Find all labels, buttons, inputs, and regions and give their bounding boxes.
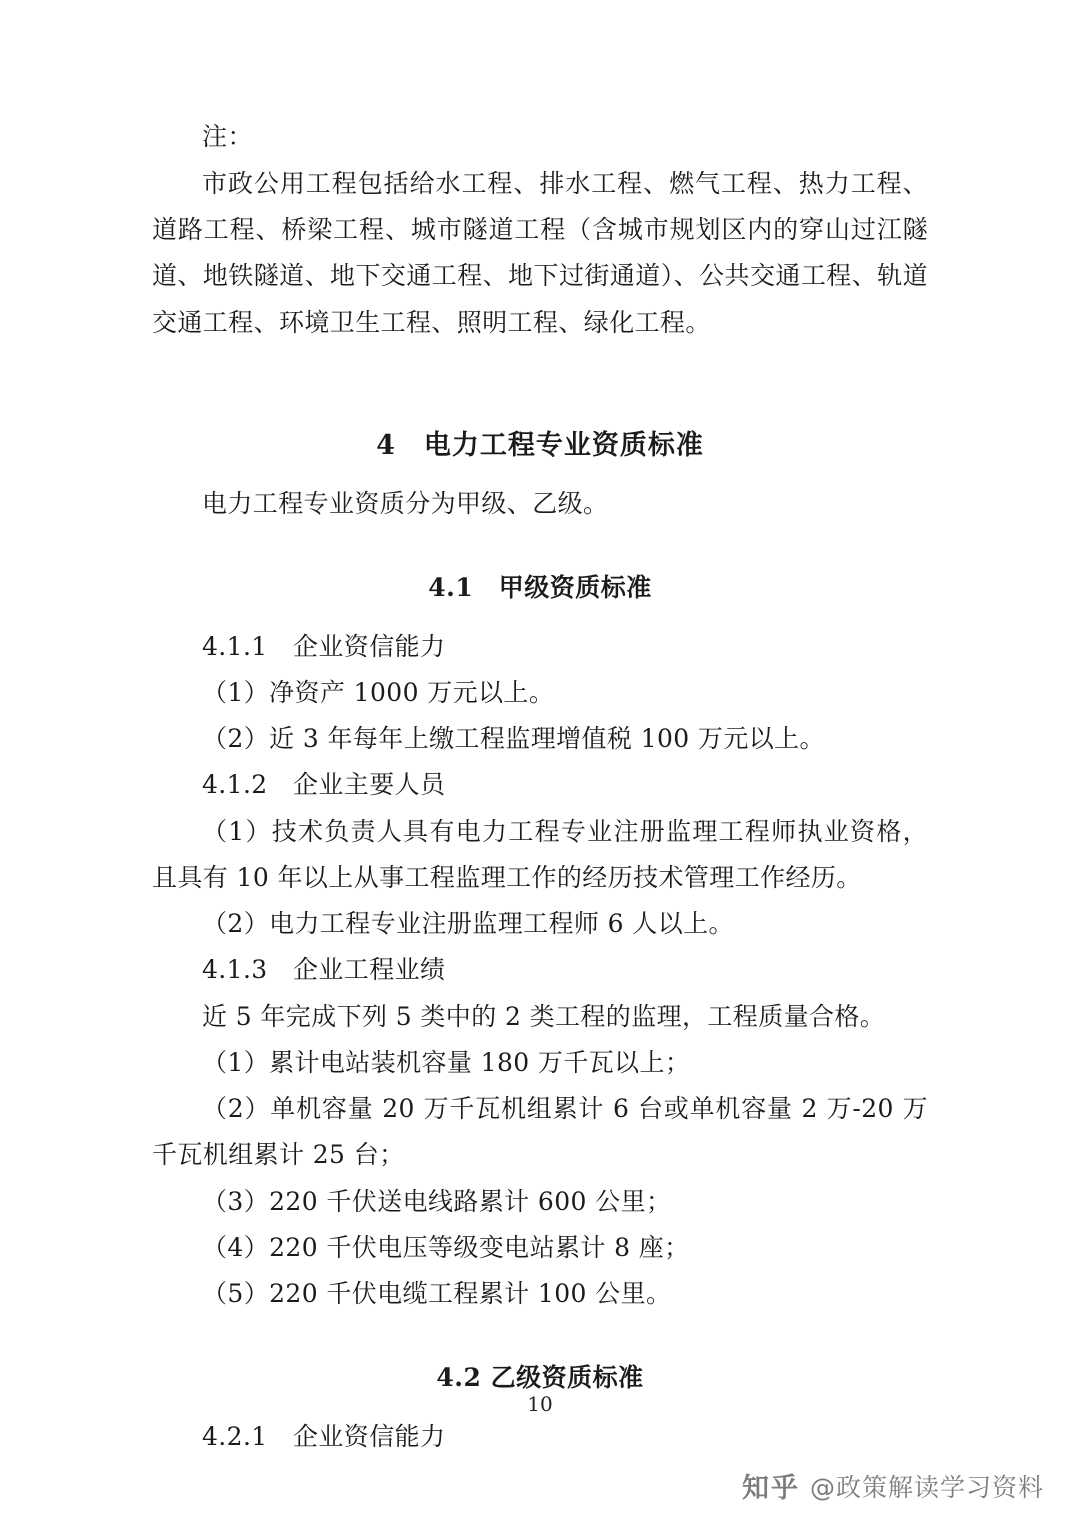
item-4-1-2-heading: 4.1.2 企业主要人员 xyxy=(202,770,446,800)
section-4-2-heading: 4.2 乙级资质标准 xyxy=(436,1363,644,1393)
item-4-1-1-list-1: （2）近 3 年每年上缴工程监理增值税 100 万元以上。 xyxy=(202,724,825,754)
subsection-spacer-2 xyxy=(152,1317,928,1357)
item-4-1-3-list-0: （1）累计电站装机容量 180 万千瓦以上； xyxy=(202,1047,691,1077)
item-4-1-3-list-1: （2）单机容量 20 万千瓦机组累计 6 台或单机容量 2 万-20 万千瓦机组累计 25 台； xyxy=(152,1094,928,1170)
section-4-heading: 4 电力工程专业资质标准 xyxy=(376,429,704,461)
watermark xyxy=(742,1466,1044,1505)
item-4-2-1-heading: 4.2.1 企业资信能力 xyxy=(202,1421,446,1451)
page-number: 10 xyxy=(527,1392,553,1416)
item-4-1-1-list-0: （1）净资产 1000 万元以上。 xyxy=(202,677,555,707)
section-spacer xyxy=(152,346,928,424)
item-4-1-2-list-1: （2）电力工程专业注册监理工程师 6 人以上。 xyxy=(202,909,734,939)
watermark-text: @政策解读学习资料 xyxy=(809,1472,1044,1502)
item-4-1-3-list-4: （5）220 千伏电缆工程累计 100 公里。 xyxy=(202,1279,672,1309)
section-4-1-heading: 4.1 甲级资质标准 xyxy=(428,573,652,603)
note-label: 注： xyxy=(202,122,254,151)
item-4-1-3-list-2: （3）220 千伏送电线路累计 600 公里； xyxy=(202,1186,672,1216)
item-4-1-1-heading: 4.1.1 企业资信能力 xyxy=(202,631,446,661)
note-body-paragraph: 市政公用工程包括给水工程、排水工程、燃气工程、热力工程、道路工程、桥梁工程、城市隧道工程（含城市规划区内的穿山过江隧道、地铁隧道、地下交通工程、地下过街通道）、公共交通工程、轨道交通工程、环境卫生工程、照明工程、绿化工程。 xyxy=(152,168,928,337)
item-4-1-3-list-3: （4）220 千伏电压等级变电站累计 8 座； xyxy=(202,1232,690,1262)
item-4-1-3-heading: 4.1.3 企业工程业绩 xyxy=(202,955,446,985)
zhihu-logo: 知乎 xyxy=(741,1473,800,1504)
heading-spacer xyxy=(152,467,928,481)
section-4-intro: 电力工程专业资质分为甲级、乙级。 xyxy=(202,488,609,518)
subsection-spacer xyxy=(152,527,928,567)
item-4-1-3-intro: 近 5 年完成下列 5 类中的 2 类工程的监理，工程质量合格。 xyxy=(202,1001,886,1031)
subheading-spacer xyxy=(152,610,928,624)
item-4-1-2-list-0: （1）技术负责人具有电力工程专业注册监理工程师执业资格，且具有 10 年以上从事工程监理工作的经历技术管理工作经历。 xyxy=(152,816,928,892)
